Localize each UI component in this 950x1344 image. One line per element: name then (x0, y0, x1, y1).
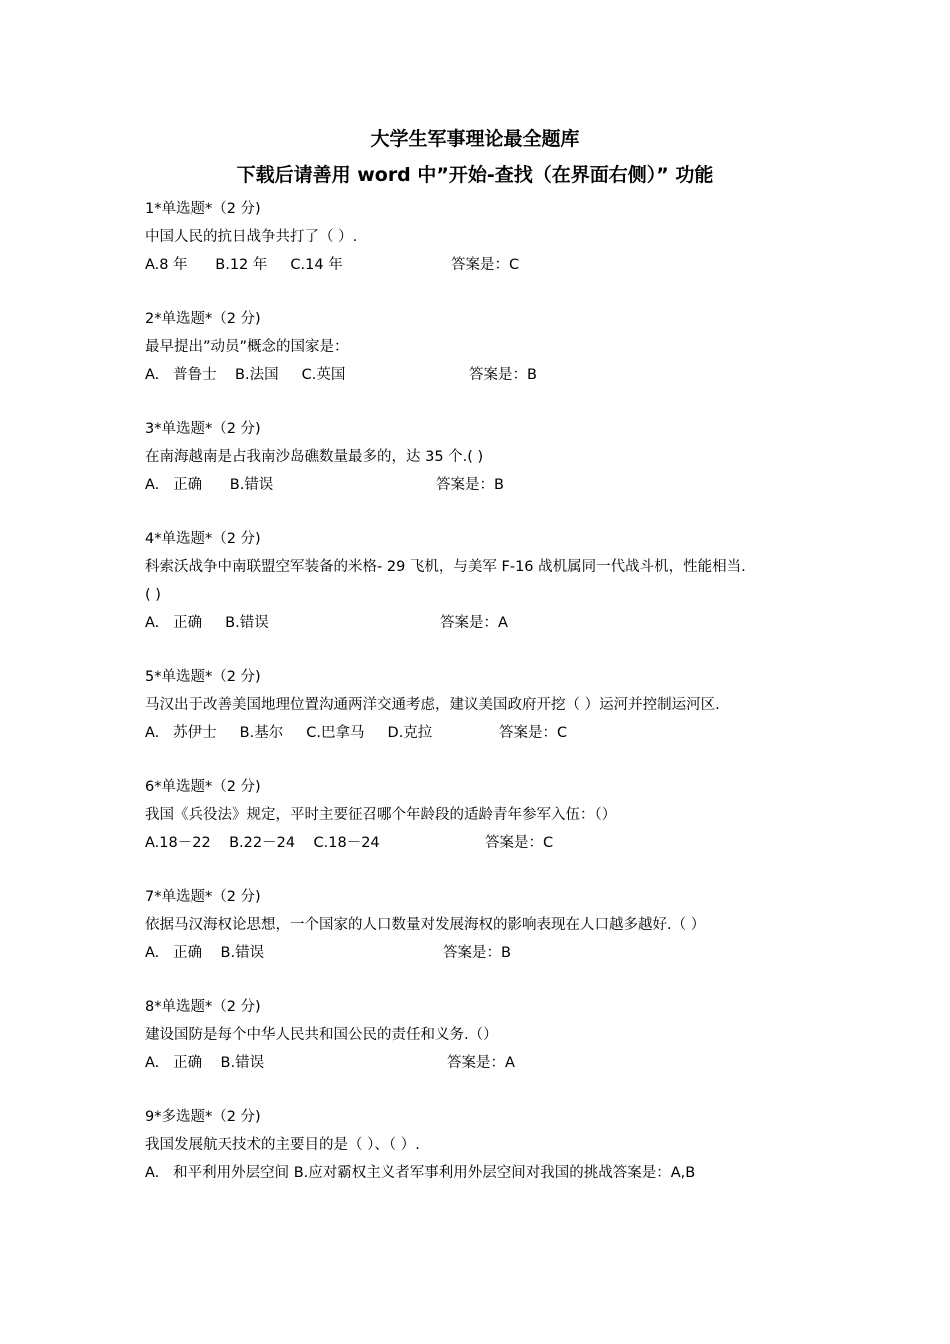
question-2-option-list: A. 普鲁士 B.法国 C.英国 (145, 367, 346, 383)
question-8-answer: 答案是：A (447, 1055, 515, 1071)
question-5-option-list: A. 苏伊士 B.基尔 C.巴拿马 D.克拉 (145, 725, 433, 741)
question-5-header: 5*单选题*（2 分) (145, 669, 261, 685)
question-1-stem: 中国人民的抗日战争共打了（ ）. (145, 229, 358, 245)
question-6-options (145, 833, 380, 853)
question-9-options (145, 1163, 695, 1183)
question-9-stem: 我国发展航天技术的主要目的是（ ）、（ ）. (145, 1137, 420, 1153)
question-8-header: 8*单选题*（2 分) (145, 999, 261, 1015)
question-6-option-list: A.18－22 B.22－24 C.18－24 (145, 835, 380, 851)
question-5-answer: 答案是：C (499, 725, 568, 741)
question-4-option-list: A. 正确 B.错误 (145, 615, 269, 631)
question-8-options (145, 1053, 264, 1073)
question-2-answer: 答案是：B (469, 367, 537, 383)
question-8-option-list: A. 正确 B.错误 (145, 1055, 265, 1071)
question-5-stem: 马汉出于改善美国地理位置沟通两洋交通考虑，建议美国政府开挖（ ）运河并控制运河区. (145, 697, 720, 713)
question-7-stem: 依据马汉海权论思想，一个国家的人口数量对发展海权的影响表现在人口越多越好.（ ） (145, 917, 706, 933)
question-7-answer: 答案是：B (443, 945, 511, 961)
question-6-header: 6*单选题*（2 分) (145, 779, 261, 795)
question-4-stem-continued: ( ) (145, 587, 161, 603)
question-7-header: 7*单选题*（2 分) (145, 889, 261, 905)
question-7-options (145, 943, 264, 963)
question-6-stem: 我国《兵役法》规定，平时主要征召哪个年龄段的适龄青年参军入伍：（） (145, 807, 617, 823)
question-2-header: 2*单选题*（2 分) (145, 311, 261, 327)
document-title: 大学生军事理论最全题库 (370, 128, 580, 150)
question-4-stem: 科索沃战争中南联盟空军装备的米格- 29 飞机，与美军 F-16 战机属同一代战斗机，性能相当. (145, 559, 746, 575)
question-2-stem: 最早提出”动员”概念的国家是： (145, 339, 349, 355)
question-2-options (145, 365, 345, 385)
question-1-option-list: A.8 年 B.12 年 C.14 年 (145, 257, 343, 273)
question-1-header: 1*单选题*（2 分) (145, 201, 261, 217)
question-3-header: 3*单选题*（2 分) (145, 421, 261, 437)
question-4-answer: 答案是：A (440, 615, 508, 631)
question-7-option-list: A. 正确 B.错误 (145, 945, 265, 961)
question-5-options (145, 723, 432, 743)
question-1-answer: 答案是：C (451, 257, 520, 273)
question-4-header: 4*单选题*（2 分) (145, 531, 261, 547)
question-3-option-list: A. 正确 B.错误 (145, 477, 274, 493)
question-3-options (145, 475, 273, 495)
question-9-header: 9*多选题*（2 分) (145, 1109, 261, 1125)
question-3-answer: 答案是：B (436, 477, 504, 493)
question-1-options (145, 255, 343, 275)
question-9-option-list: A. 和平利用外层空间 B.应对霸权主义者军事利用外层空间对我国的挑战答案是：A,B (145, 1165, 696, 1181)
document-subtitle: 下载后请善用 word 中”开始-查找（在界面右侧）” 功能 (236, 164, 714, 186)
question-4-options (145, 613, 269, 633)
question-3-stem: 在南海越南是占我南沙岛礁数量最多的，达 35 个.( ) (145, 449, 484, 465)
question-8-stem: 建设国防是每个中华人民共和国公民的责任和义务.（） (145, 1027, 498, 1043)
question-6-answer: 答案是：C (485, 835, 554, 851)
